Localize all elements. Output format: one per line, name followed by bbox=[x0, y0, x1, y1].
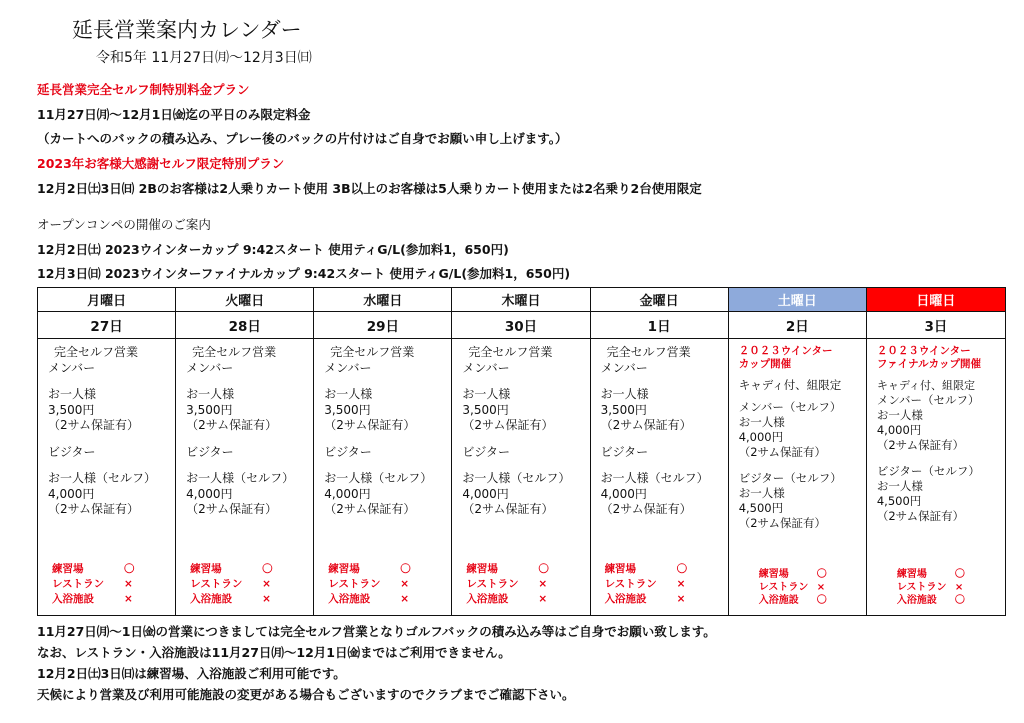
facility-name: 入浴施設 bbox=[52, 593, 94, 605]
facility-mark: 〇 bbox=[538, 563, 549, 575]
visitor-price: 4,000円 bbox=[48, 486, 95, 501]
guarantee-note: （2サム保証有） bbox=[48, 418, 140, 432]
date-thursday: 30日 bbox=[452, 312, 590, 339]
header-wednesday: 水曜日 bbox=[314, 288, 452, 312]
footer-notes bbox=[37, 621, 716, 705]
visitor-self-label: お一人様（セルフ） bbox=[600, 471, 709, 485]
note-line-2: なお、レストラン・入浴施設は11月27日㈪～12月1日㈮まではご利用できません。 bbox=[37, 645, 511, 660]
header-thursday: 木曜日 bbox=[452, 288, 590, 312]
facility-status bbox=[190, 562, 273, 607]
visitor-label: ビジター（セルフ） bbox=[738, 471, 842, 485]
facility-status bbox=[466, 562, 549, 607]
facility-name: 練習場 bbox=[328, 563, 360, 575]
plan1-heading: 延長営業完全セルフ制特別料金プラン bbox=[37, 82, 250, 97]
event-title-line1: ２０２３ウインター bbox=[876, 345, 971, 357]
facility-name: レストラン bbox=[604, 578, 657, 590]
guarantee-note: （2サム保証有） bbox=[186, 418, 278, 432]
note-line-3: 12月2日㈯3日㈰は練習場、入浴施設ご利用可能です。 bbox=[37, 666, 346, 681]
facility-name: 練習場 bbox=[52, 563, 84, 575]
day-cell-saturday bbox=[729, 339, 867, 615]
date-sunday: 3日 bbox=[867, 312, 1005, 339]
member-label: メンバー（セルフ） bbox=[876, 393, 980, 407]
per-person-label: お一人様 bbox=[738, 415, 785, 429]
facility-status bbox=[328, 562, 411, 607]
facility-mark: 〇 bbox=[400, 563, 411, 575]
guarantee-note: （2サム保証有） bbox=[876, 438, 965, 452]
per-person-label: お一人様 bbox=[186, 387, 235, 401]
member-label: メンバー（セルフ） bbox=[738, 400, 842, 414]
member-price: 3,500円 bbox=[48, 402, 95, 417]
header-monday: 月曜日 bbox=[38, 288, 176, 312]
date-wednesday: 29日 bbox=[314, 312, 452, 339]
caddie-note: キャディ付、組限定 bbox=[876, 379, 975, 392]
calendar-table bbox=[37, 287, 1006, 616]
facility-name: レストラン bbox=[328, 578, 381, 590]
facility-status bbox=[52, 562, 135, 607]
service-type: 完全セルフ営業 bbox=[606, 345, 691, 359]
facility-mark: 〇 bbox=[816, 595, 827, 606]
visitor-label: ビジター bbox=[48, 444, 96, 459]
facility-mark: × bbox=[262, 593, 271, 605]
plan1-line2: （カートへのバックの積み込み、プレー後のバックの片付けはご自身でお願い申し上げます。） bbox=[37, 131, 568, 146]
facility-status bbox=[897, 568, 965, 607]
date-friday: 1日 bbox=[591, 312, 729, 339]
guarantee-note: （2サム保証有） bbox=[462, 418, 554, 432]
service-type: 完全セルフ営業 bbox=[468, 345, 553, 359]
facility-mark: 〇 bbox=[954, 595, 965, 606]
service-type: 完全セルフ営業 bbox=[54, 345, 139, 359]
visitor-label: ビジター（セルフ） bbox=[876, 464, 980, 478]
guarantee-note: （2サム保証有） bbox=[462, 502, 554, 516]
facility-mark: 〇 bbox=[124, 563, 135, 575]
day-cell-thursday bbox=[452, 339, 590, 615]
facility-status bbox=[605, 562, 688, 607]
facility-name: レストラン bbox=[896, 582, 947, 593]
member-label: メンバー bbox=[48, 360, 96, 375]
per-person-label: お一人様 bbox=[876, 408, 923, 422]
visitor-price: 4,000円 bbox=[324, 486, 371, 501]
facility-mark: × bbox=[262, 578, 271, 590]
facility-name: 入浴施設 bbox=[466, 593, 509, 605]
plan2-line1: 12月2日㈯3日㈰ 2Bのお客様は2人乗りカート使用 3B以上のお客様は5人乗りカート使用または2名乗り2台使用限定 bbox=[37, 181, 702, 196]
competition-heading: オープンコンペの開催のご案内 bbox=[37, 217, 211, 232]
facility-mark: 〇 bbox=[262, 563, 273, 575]
member-price: 3,500円 bbox=[186, 402, 233, 417]
facility-name: 入浴施設 bbox=[758, 595, 799, 606]
guarantee-note: （2サム保証有） bbox=[738, 445, 826, 459]
member-price: 4,000円 bbox=[876, 423, 922, 437]
guarantee-note: （2サム保証有） bbox=[186, 502, 278, 516]
competition-line2: 12月3日㈰ 2023ウインターファイナルカップ 9:42スタート 使用ティG/L(参加料1，650円) bbox=[37, 266, 571, 281]
event-title-line1: ２０２３ウインター bbox=[738, 345, 833, 357]
facility-name: レストラン bbox=[466, 578, 519, 590]
guarantee-note: （2サム保証有） bbox=[324, 502, 416, 516]
date-saturday: 2日 bbox=[729, 312, 867, 339]
facility-mark: × bbox=[538, 593, 548, 605]
per-person-label: お一人様 bbox=[462, 387, 511, 401]
date-tuesday: 28日 bbox=[176, 312, 314, 339]
facility-name: 入浴施設 bbox=[190, 593, 233, 605]
visitor-price: 4,500円 bbox=[738, 501, 784, 515]
date-monday: 27日 bbox=[38, 312, 176, 339]
per-person-label: お一人様 bbox=[738, 486, 785, 500]
facility-name: 入浴施設 bbox=[604, 593, 647, 605]
facility-mark: × bbox=[400, 578, 410, 590]
facility-status bbox=[759, 568, 827, 607]
per-person-label: お一人様 bbox=[876, 479, 923, 493]
visitor-self-label: お一人様（セルフ） bbox=[186, 471, 295, 485]
facility-mark: 〇 bbox=[676, 563, 688, 575]
service-type: 完全セルフ営業 bbox=[192, 345, 277, 359]
facility-name: レストラン bbox=[52, 578, 105, 590]
period-subtitle: 令和5年 11月27日㈪～12月3日㈰ bbox=[96, 50, 312, 66]
plan1-line1: 11月27日㈪～12月1日㈮迄の平日のみ限定料金 bbox=[37, 107, 311, 122]
facility-mark: × bbox=[400, 593, 410, 605]
facility-name: 練習場 bbox=[896, 569, 927, 580]
per-person-label: お一人様 bbox=[600, 387, 649, 401]
event-title-line2: ファイナルカップ開催 bbox=[876, 358, 982, 370]
day-cell-sunday bbox=[867, 339, 1005, 615]
guarantee-note: （2サム保証有） bbox=[48, 502, 140, 516]
facility-name: 練習場 bbox=[466, 563, 498, 575]
header-friday: 金曜日 bbox=[591, 288, 729, 312]
service-type: 完全セルフ営業 bbox=[330, 345, 415, 359]
facility-mark: × bbox=[124, 593, 133, 605]
note-line-1: 11月27日㈪～1日㈮の営業につきましては完全セルフ営業となりゴルフバックの積み込み等はご自身でお願い致します。 bbox=[37, 624, 716, 639]
member-price: 3,500円 bbox=[462, 402, 509, 417]
visitor-self-label: お一人様（セルフ） bbox=[48, 471, 157, 485]
visitor-label: ビジター bbox=[600, 444, 649, 459]
facility-mark: × bbox=[538, 578, 548, 590]
member-price: 3,500円 bbox=[600, 402, 647, 417]
header-sunday: 日曜日 bbox=[867, 288, 1005, 312]
member-label: メンバー bbox=[324, 360, 372, 375]
header-saturday: 土曜日 bbox=[729, 288, 867, 312]
day-cell-wednesday bbox=[314, 339, 452, 615]
member-price: 4,000円 bbox=[738, 430, 784, 444]
facility-name: 練習場 bbox=[604, 563, 637, 575]
facility-mark: × bbox=[954, 582, 964, 593]
visitor-self-label: お一人様（セルフ） bbox=[462, 471, 571, 485]
day-cell-friday bbox=[591, 339, 729, 615]
per-person-label: お一人様 bbox=[48, 387, 97, 401]
member-price: 3,500円 bbox=[324, 402, 371, 417]
guarantee-note: （2サム保証有） bbox=[324, 418, 416, 432]
page-title: 延長営業案内カレンダー bbox=[72, 18, 302, 42]
note-line-4: 天候により営業及び利用可能施設の変更がある場合もございますのでクラブまでご確認下さい。 bbox=[37, 687, 575, 702]
day-cell-monday bbox=[38, 339, 176, 615]
guarantee-note: （2サム保証有） bbox=[600, 418, 692, 432]
competition-line1: 12月2日㈯ 2023ウインターカップ 9:42スタート 使用ティG/L(参加料1，650円) bbox=[37, 242, 509, 257]
facility-name: 入浴施設 bbox=[328, 593, 371, 605]
guarantee-note: （2サム保証有） bbox=[600, 502, 692, 516]
member-label: メンバー bbox=[600, 360, 648, 375]
facility-name: 練習場 bbox=[190, 563, 222, 575]
facility-mark: × bbox=[816, 582, 826, 593]
visitor-price: 4,000円 bbox=[186, 486, 233, 501]
facility-name: 入浴施設 bbox=[896, 595, 937, 606]
facility-name: 練習場 bbox=[758, 569, 789, 580]
facility-mark: 〇 bbox=[954, 569, 965, 580]
visitor-price: 4,000円 bbox=[600, 486, 647, 501]
plan2-heading: 2023年お客様大感謝セルフ限定特別プラン bbox=[37, 156, 285, 171]
guarantee-note: （2サム保証有） bbox=[738, 516, 826, 530]
facility-name: レストラン bbox=[758, 582, 809, 593]
facility-mark: × bbox=[124, 578, 133, 590]
guarantee-note: （2サム保証有） bbox=[876, 509, 965, 523]
facility-mark: × bbox=[676, 578, 686, 590]
facility-mark: × bbox=[676, 593, 686, 605]
event-title-line2: カップ開催 bbox=[738, 358, 792, 370]
visitor-price: 4,000円 bbox=[462, 486, 509, 501]
header-tuesday: 火曜日 bbox=[176, 288, 314, 312]
facility-name: レストラン bbox=[190, 578, 243, 590]
visitor-label: ビジター bbox=[462, 444, 510, 459]
visitor-self-label: お一人様（セルフ） bbox=[324, 471, 433, 485]
member-label: メンバー bbox=[186, 360, 234, 375]
facility-mark: 〇 bbox=[816, 569, 827, 580]
visitor-price: 4,500円 bbox=[876, 494, 922, 508]
member-label: メンバー bbox=[462, 360, 510, 375]
per-person-label: お一人様 bbox=[324, 387, 373, 401]
caddie-note: キャディ付、組限定 bbox=[738, 378, 842, 392]
day-cell-tuesday bbox=[176, 339, 314, 615]
visitor-label: ビジター bbox=[324, 444, 372, 459]
visitor-label: ビジター bbox=[186, 444, 234, 459]
